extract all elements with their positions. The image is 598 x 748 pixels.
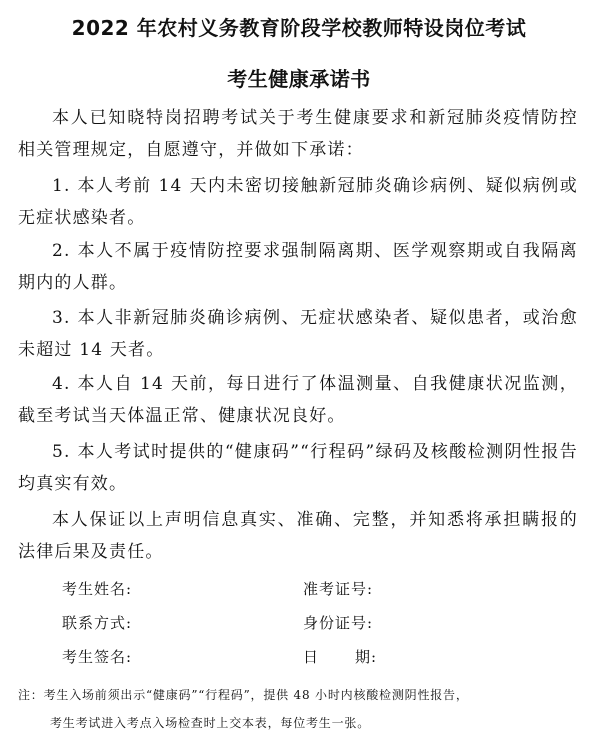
- pledge-item-5: 5. 本人考试时提供的“健康码”“行程码”绿码及核酸检测阴性报告均真实有效。: [18, 442, 578, 494]
- intro-paragraph: 本人已知晓特岗招聘考试关于考生健康要求和新冠肺炎疫情防控相关管理规定，自愿遵守，并做如下承诺：: [18, 108, 578, 160]
- date-label-second-char: 期:: [355, 648, 378, 666]
- guarantee-paragraph: 本人保证以上声明信息真实、准确、完整，并知悉将承担瞒报的法律后果及责任。: [18, 510, 578, 562]
- pledge-item-2: 2. 本人不属于疫情防控要求强制隔离期、医学观察期或自我隔离期内的人群。: [18, 241, 578, 293]
- name-field-label: 考生姓名:: [62, 580, 133, 598]
- date-label-first-char: 日: [303, 648, 320, 666]
- exam-number-field-label: 准考证号:: [303, 580, 374, 598]
- note-line-1: 注：考生入场前须出示“健康码”“行程码”，提供 48 小时内核酸检测阴性报告，: [18, 688, 469, 702]
- note-line-2: 考生考试进入考点入场检查时上交本表，每位考生一张。: [50, 716, 371, 730]
- id-number-field-label: 身份证号:: [303, 614, 374, 632]
- document-title: 2022 年农村义务教育阶段学校教师特设岗位考试: [71, 16, 527, 40]
- pledge-item-1: 1. 本人考前 14 天内未密切接触新冠肺炎确诊病例、疑似病例或无症状感染者。: [18, 176, 578, 228]
- document-subtitle: 考生健康承诺书: [227, 67, 371, 91]
- pledge-item-3: 3. 本人非新冠肺炎确诊病例、无症状感染者、疑似患者，或治愈未超过 14 天者。: [18, 308, 578, 360]
- signature-field-label: 考生签名:: [62, 648, 133, 666]
- date-field-label: [303, 646, 377, 667]
- pledge-item-4: 4. 本人自 14 天前，每日进行了体温测量、自我健康状况监测，截至考试当天体温正常、健康状况良好。: [18, 374, 578, 426]
- phone-field-label: 联系方式:: [62, 614, 133, 632]
